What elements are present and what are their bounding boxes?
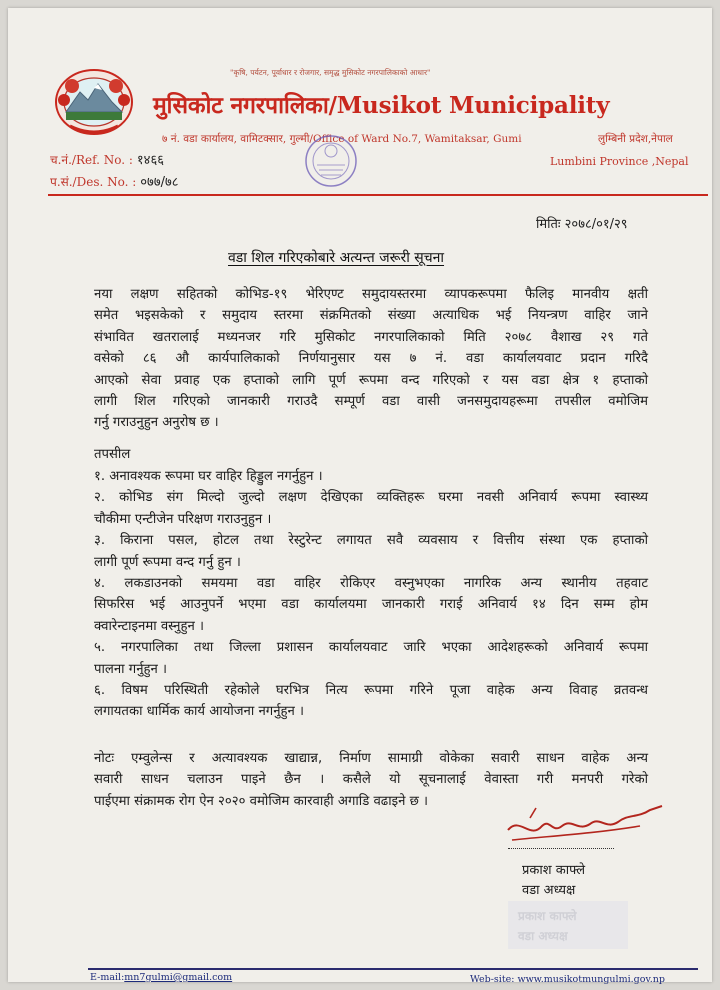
- list-item: ४. लकडाउनको समयमा वडा वाहिर रोकिएर वस्नुभएका नागरिक अन्य स्थानीय तहवाट: [94, 576, 648, 592]
- province-english: Lumbini Province ,Nepal: [550, 155, 689, 168]
- ref-label: च.नं./Ref. No. :: [50, 153, 133, 167]
- footer-website[interactable]: Web-site: www.musikotmungulmi.gov.np: [470, 974, 665, 985]
- body-line: लागी शिल गरिएको जानकारी गराउदै सम्पूर्ण वडा वासी जनसमुदायहरूमा तपसील वमोजिम: [94, 394, 648, 410]
- list-item: १. अनावश्यक रूपमा घर वाहिर हिड्डुल नगर्नुहुन ।: [94, 469, 323, 484]
- nepal-municipal-emblem-icon: [52, 66, 136, 138]
- body-line: वसेको ८६ औ कार्यपालिकाको निर्णयानुसार यस ७ नं. वडा कार्यालयवाट प्रदान गरिदै: [94, 351, 648, 367]
- body-line: नया लक्षण सहितको कोभिड-१९ भेरिएण्ट समुदायस्तरमा व्यापकरूपमा फैलिइ मानवीय क्षती: [94, 287, 648, 302]
- letterhead-divider: [48, 194, 708, 196]
- province-nepali: लुम्बिनी प्रदेश,नेपाल: [598, 133, 673, 145]
- body-line: गर्नु गराउनुहुन अनुरोष छ ।: [94, 415, 219, 431]
- footer-email: [90, 972, 232, 983]
- details-label: तपसील: [94, 447, 131, 462]
- signatory-name: प्रकाश काफ्ले: [522, 863, 586, 878]
- list-item: ५. नगरपालिका तथा जिल्ला प्रशासन कार्यालयवाट जारि भएका आदेशहरूको अनिवार्य रूपमा: [94, 640, 648, 656]
- ward-office-address: ७ नं. वडा कार्यालय, वामिटक्सार, गुल्मी/Office of Ward No.7, Wamitaksar, Gumi: [162, 133, 522, 145]
- letter-date: मितिः २०७८/०१/२९: [536, 217, 628, 232]
- email-link[interactable]: mn7gulmi@gmail.com: [124, 972, 233, 983]
- body-line: आएको सेवा प्रवाह एक हप्ताको लागि पूर्ण रूपमा वन्द गरिएको र यस वडा क्षेत्र १ हप्ताको: [94, 372, 648, 388]
- stamp-line: प्रकाश काफ्ले: [518, 909, 577, 923]
- dispatch-number: [50, 172, 178, 190]
- list-item-continued: चौकीमा एन्टीजेन परिक्षण गराउनुहुन ।: [94, 511, 272, 527]
- notice-heading: वडा शिल गरिएकोबारे अत्यन्त जरूरी सूचना: [228, 250, 445, 266]
- list-item: ६. विषम परिस्थिती रहेकोले घरभित्र नित्य रूपमा गरिने पूजा वाहेक अन्य विवाह व्रतवन्ध: [94, 683, 648, 699]
- signatory-title: वडा अध्यक्ष: [522, 883, 576, 898]
- body-line: संभावित खतरालाई मध्यनजर गरि मुसिकोट नगरपालिकाको मिति २०७८ वैशाख २९ गते: [94, 329, 648, 345]
- details-list: [94, 466, 648, 723]
- list-item-continued: क्वारेन्टाइनमा वस्नुहुन ।: [94, 618, 205, 634]
- des-label: प.सं./Des. No. :: [50, 175, 137, 189]
- letterhead-motto: "कृषि, पर्यटन, पूर्वाधार र रोजगार, समृद्ध मुसिकोट नगरपालिकाको आधार": [230, 68, 431, 77]
- signature-line: [508, 848, 614, 849]
- municipality-title: मुसिकोट नगरपालिका/Musikot Municipality: [153, 92, 610, 119]
- ref-value: १४६६: [136, 153, 164, 168]
- list-item: ३. किराना पसल, होटल तथा रेस्टुरेन्ट लगायत सवै व्यवसाय र वित्तीय संस्था एक हप्ताको: [94, 533, 648, 549]
- list-item-continued: लगायतका धार्मिक कार्य आयोजना नगर्नुहुन ।: [94, 704, 305, 720]
- letter-page: [8, 8, 712, 985]
- faded-name-stamp: [508, 901, 628, 949]
- list-item-continued: सिफरिस भई आउनुपर्ने भएमा वडा कार्यालयमा जानकारी गराई अनिवार्य १४ दिन सम्म होम: [94, 597, 648, 613]
- reference-number: [50, 150, 164, 168]
- list-item-continued: लागी पूर्ण रूपमा वन्द गर्नु हुन ।: [94, 554, 241, 570]
- note-line: नोटः एम्वुलेन्स र अत्यावश्यक खाद्यान्न, निर्माण सामाग्री वोकेका सवारी साधन वाहेक अन्य: [94, 751, 648, 766]
- email-label: E-mail:: [90, 972, 125, 983]
- note-line: पाईएमा संक्रामक रोग ऐन २०२० वमोजिम कारवाही अगाडि वढाइने छ ।: [94, 793, 429, 809]
- handwritten-signature: [500, 796, 670, 846]
- stamp-line: वडा अध्यक्ष: [518, 929, 568, 943]
- notice-body: [94, 284, 648, 434]
- body-line: समेत भइसकेको र समुदाय स्तरमा संक्रमितको संख्या अत्याधिक भई नियन्त्रण वाहिर जाने: [94, 308, 648, 324]
- footer-divider: [88, 968, 698, 970]
- list-item-continued: पालना गर्नुहुन ।: [94, 661, 168, 677]
- note-line: सवारी साधन चलाउन पाइने छैन । कसैले यो सूचनालाई वेवास्ता गरी मनपरी गरेको: [94, 772, 648, 788]
- des-value: ०७७/७८: [140, 175, 179, 190]
- ward-office-seal-icon: [291, 133, 371, 188]
- list-item: २. कोभिड संग मिल्दो जुल्दो लक्षण देखिएका व्यक्तिहरू घरमा नवसी अनिवार्य रूपमा स्वास्थ्य: [94, 490, 648, 506]
